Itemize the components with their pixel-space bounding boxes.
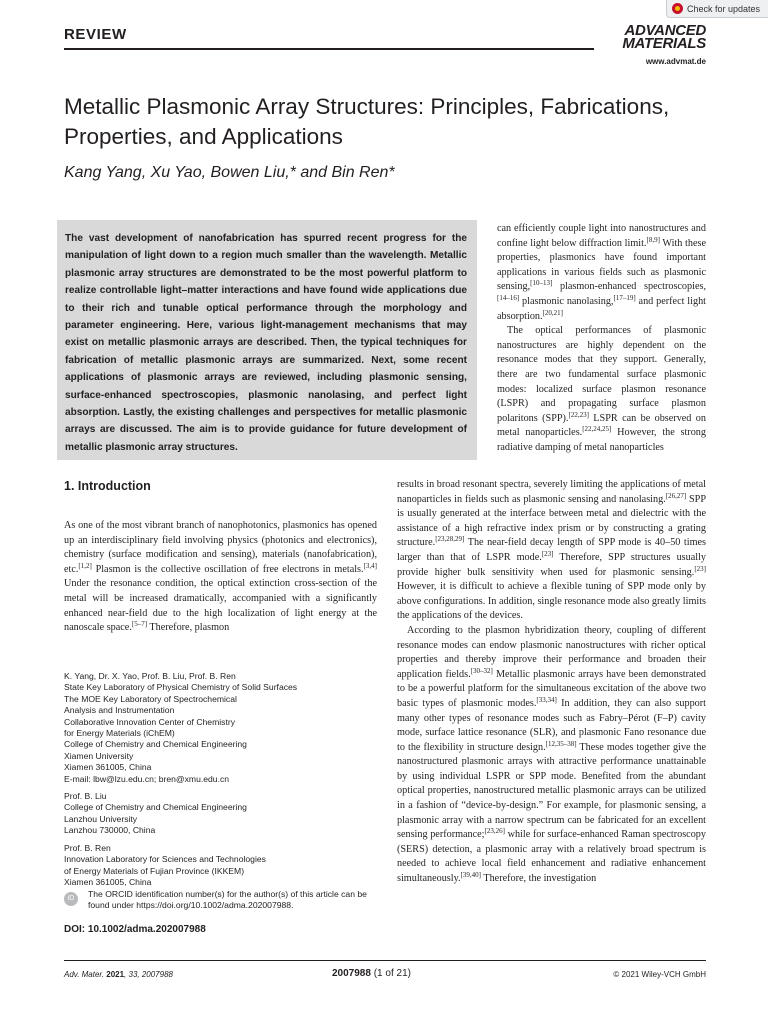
- paragraph: [64, 519, 377, 636]
- text-run: while for surface-enhanced Raman spectroscopy (SERS) detection, a plasmonic array with a relatively broad spectrum is needed to achieve local field enhancement and radiative enhancement simultaneously.: [397, 829, 706, 885]
- text-run: Therefore, SPP structures usually provide higher bulk sensitivity when used for plasmonic sensing.: [397, 551, 707, 578]
- affiliation-line: Analysis and Instrumentation: [64, 705, 175, 716]
- citation-ref[interactable]: [17–19]: [613, 293, 636, 302]
- citation-ref[interactable]: [26,27]: [665, 491, 687, 500]
- text-run: plasmonic nanolasing,: [519, 295, 614, 307]
- author-list: Kang Yang, Xu Yao, Bowen Liu,* and Bin Ren*: [64, 164, 395, 181]
- text-run: Under the resonance condition, the optical extinction cross-section of the metal will be increased dramatically, accompanied with a significantly enhanced near-field due to the high localization of light energy at the nanoscale space.: [64, 578, 377, 634]
- affiliation-line: College of Chemistry and Chemical Engineering: [64, 739, 247, 750]
- crossmark-icon: [672, 3, 683, 14]
- footer-citation: Adv. Mater. 2021, 33, 2007988: [64, 970, 173, 979]
- citation-ref[interactable]: [30–32]: [470, 666, 493, 675]
- citation-ref[interactable]: [39,40]: [460, 871, 481, 880]
- affiliation-line: Innovation Laboratory for Sciences and Technologies: [64, 854, 266, 865]
- text-run: The optical performances of plasmonic nanostructures are highly dependent on the resonance modes that they support. Generally, there are two fundamental surface plasmonic modes: localized surface plasmon resonance (LSPR) and propagating surface plasmon polaritons (SPP).: [497, 325, 706, 424]
- citation-ref[interactable]: [22,23]: [568, 410, 589, 419]
- affiliation-line: College of Chemistry and Chemical Engineering: [64, 802, 247, 813]
- affiliations: [64, 671, 374, 888]
- affiliation-line: K. Yang, Dr. X. Yao, Prof. B. Liu, Prof. B. Ren: [64, 671, 236, 681]
- text-run: Plasmon is the collective oscillation of free electrons in metals.: [91, 563, 364, 575]
- header-rule: [64, 48, 594, 50]
- text-run: As one of the most vibrant branch of nanophotonics, plasmonics has opened up an interdisciplinary field involving physics (photonics and electronics), chemistry (surface modification and sensing), materials (nanofabrication), etc.: [64, 520, 377, 575]
- text-run: With these properties, plasmonics have found important applications in various fields such as plasmonic sensing,: [497, 237, 706, 293]
- affiliation-line: Prof. B. Liu: [64, 791, 107, 802]
- citation-ref[interactable]: [23]: [694, 564, 706, 573]
- footer-page-number: 2007988 (1 of 21): [332, 968, 411, 979]
- text-run: and perfect light absorption.: [497, 295, 706, 322]
- footer-rule: [64, 960, 706, 961]
- affiliation-line: Xiamen University: [64, 750, 134, 761]
- affiliation-line: Collaborative Innovation Center of Chemistry: [64, 716, 236, 727]
- affiliation-line: Lanzhou 730000, China: [64, 825, 156, 836]
- citation-ref[interactable]: [10–13]: [530, 279, 553, 288]
- affiliation-line: The MOE Key Laboratory of Spectrochemical: [64, 693, 237, 704]
- text-run: According to the plasmon hybridization theory, coupling of different resonance modes can endow plasmonic nanostructures with richer optical properties and thereby improve their performance and broaden their application fields.: [397, 624, 706, 680]
- intro-heading: 1. Introduction: [64, 479, 151, 493]
- text-run: Therefore, the investigation: [481, 873, 597, 885]
- journal-url[interactable]: www.advmat.de: [645, 57, 706, 66]
- right-column-top: [497, 222, 706, 456]
- article-title: Metallic Plasmonic Array Structures: Principles, Fabrications, Properties, and Applications: [64, 94, 670, 149]
- text-run: LSPR can be observed on metal nanoparticles.: [497, 412, 706, 439]
- citation-ref[interactable]: [22,24,25]: [582, 425, 612, 434]
- citation-ref[interactable]: [12,35–38]: [545, 739, 577, 748]
- affiliation-line: of Energy Materials of Fujian Province (IKKEM): [64, 865, 245, 876]
- paragraph: [397, 478, 706, 624]
- text-run: However, it is difficult to achieve a flexible tuning of SPP mode only by above configurations. In addition, single resonance mode also greatly limits the applications of the devices.: [397, 581, 706, 622]
- citation-ref[interactable]: [5–7]: [131, 620, 148, 629]
- affiliation-line: Xiamen 361005, China: [64, 876, 152, 887]
- text-run: Therefore, plasmon: [147, 622, 230, 634]
- affiliation-line: Prof. B. Ren: [64, 842, 111, 853]
- check-for-updates-label: Check for updates: [687, 3, 761, 14]
- text-run: plasmon-enhanced spectroscopies,: [552, 281, 706, 293]
- doi[interactable]: DOI: 10.1002/adma.202007988: [64, 924, 206, 935]
- section-label: REVIEW: [64, 26, 127, 43]
- paragraph: [497, 222, 706, 324]
- text-run: results in broad resonant spectra, severely limiting the applications of metal nanoparticles in fields such as plasmonic sensing and nanolasing.: [397, 479, 706, 505]
- affiliation-line: State Key Laboratory of Physical Chemistry of Solid Surfaces: [64, 682, 298, 693]
- text-run: These modes together give the nanostructured plasmonic arrays with attractive performance unattainable by using individual LSPR or SPP mode. Benefited from the abundant optical properties, nanostructured metallic plasmonic arrays can be utilized in a fashion of “device-by-design.” For example, for plasmonic sensing, a plasmonic array with a narrow spectrum can be fabricated for an excellent sensing performance;: [397, 741, 707, 841]
- paragraph: [397, 624, 706, 887]
- citation-ref[interactable]: [23]: [541, 549, 554, 558]
- citation-ref[interactable]: [1,2]: [78, 561, 92, 570]
- journal-logo-line2: MATERIALS: [622, 35, 706, 52]
- text-run: In addition, they can also support many other types of resonance modes such as Fabry–Pérot (F–P) cavity mode, surface lattice resonance (SLR), and plasmonic Fano resonance due to the flexibility in structure design.: [397, 697, 706, 753]
- text-run: Metallic plasmonic arrays have been demonstrated to be a powerful platform for the simultaneous excitation of the above two basic types of plasmonic modes.: [397, 668, 706, 709]
- affiliation-line: for Energy Materials (iChEM): [64, 728, 175, 739]
- journal-logo-line1: ADVANCED: [624, 22, 706, 39]
- citation-ref[interactable]: [3,4]: [363, 561, 377, 570]
- citation-ref[interactable]: [20,21]: [542, 308, 563, 317]
- affiliation-line: Lanzhou University: [64, 813, 138, 824]
- abstract-text: The vast development of nanofabrication has spurred recent progress for the manipulation of light down to a region much smaller than the wavelength. Metallic plasmonic array structures are demonstrated to be the most powerful platform to realize controllable light–matter interactions and have found wide applications due to their rich and tunable optical performance through the morphology and parameter engineering. Here, various light-management mechanisms that may exist on metallic plasmonic arrays are described. Then, the typical techniques for fabrication of metallic plasmonic arrays are summarized. Next, some recent applications of plasmonic arrays are reviewed, including plasmonic sensing, surface-enhanced spectroscopies, plasmonic nanolasing, and perfect light absorption. Lastly, the existing challenges and perspectives for metallic plasmonic arrays are discussed. The aim is to provide guidance for future development of metallic plasmonic array structures.: [65, 233, 467, 453]
- check-for-updates-badge[interactable]: [666, 0, 768, 18]
- affiliation-line: Xiamen 361005, China: [64, 762, 152, 773]
- citation-ref[interactable]: [14–16]: [497, 293, 520, 302]
- citation-ref[interactable]: [33,34]: [536, 695, 557, 704]
- orcid-text: The ORCID identification number(s) for the author(s) of this article can be found under https://doi.org/10.1002/adma.202007988.: [88, 889, 367, 911]
- text-run: The near-field decay length of SPP mode is 40–50 times larger than that of LSPR mode.: [397, 537, 706, 563]
- abstract-box: [57, 220, 477, 460]
- text-run: can efficiently couple light into nanostructures and confine light below diffraction limit.: [497, 223, 706, 249]
- affiliation-line[interactable]: E-mail: lbw@lzu.edu.cn; bren@xmu.edu.cn: [64, 773, 230, 784]
- text-run: However, the strong radiative damping of metal nanoparticles: [497, 427, 706, 453]
- orcid-icon: iD: [64, 892, 78, 906]
- footer-copyright: © 2021 Wiley-VCH GmbH: [613, 970, 706, 979]
- orcid-note: [64, 889, 374, 912]
- left-column-intro: [64, 519, 377, 636]
- citation-ref[interactable]: [23,28,29]: [435, 535, 465, 544]
- text-run: SPP is usually generated at the interface between metal and dielectric with the assistance of a high refractive index prism or by constructing a grating structure.: [397, 493, 707, 549]
- citation-ref[interactable]: [8,9]: [646, 235, 660, 244]
- citation-ref[interactable]: [23,26]: [484, 827, 505, 836]
- right-column-body: [397, 478, 706, 887]
- paragraph: [497, 324, 706, 455]
